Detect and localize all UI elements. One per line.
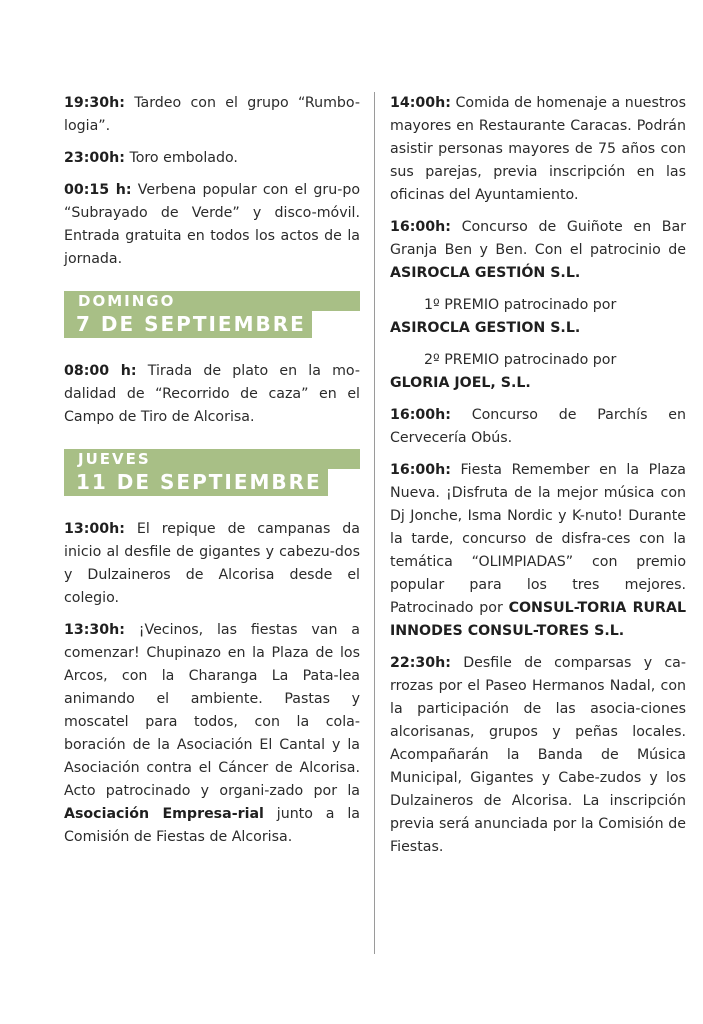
day-date: 7 DE SEPTIEMBRE: [64, 311, 312, 338]
sponsor-name: CONSUL-TORIA RURAL INNODES CONSUL-TORES S.L.: [390, 600, 687, 639]
sponsor-name: Asociación Empresa-rial: [64, 806, 264, 822]
event-text: El repique de campanas da inicio al desfile de gigantes y cabezu-dos y Dulzaineros de Alcorisa desde el colegio.: [64, 521, 360, 606]
event-text: Verbena popular con el gru-po “Subrayado de Verde” y disco-móvil. Entrada gratuita en todos los actos de la jornada.: [64, 182, 360, 267]
event-entry: [64, 360, 360, 429]
event-time: 19:30h:: [64, 95, 125, 111]
prize-text: 2º PREMIO patrocinado por: [424, 352, 617, 368]
event-text: ¡Vecinos, las fiestas van a comenzar! Chupinazo en la Plaza de los Arcos, con la Charanga La Pata-lea animando el ambiente. Pastas y moscatel para todos, con la cola-boración de la Asociación El Cantal y la Asociación contra el Cáncer de Alcorisa. Acto patrocinado y organi-zado por la: [64, 622, 360, 799]
right-column: [390, 92, 686, 868]
day-weekday: DOMINGO: [64, 291, 360, 311]
event-entry: [64, 92, 360, 138]
event-entry: [390, 652, 686, 859]
sponsor-name: ASIROCLA GESTIÓN S.L.: [390, 265, 581, 281]
event-entry: [390, 92, 686, 207]
event-entry: [64, 619, 360, 849]
day-date-spacer: [328, 469, 360, 496]
column-divider: [374, 92, 375, 954]
event-time: 23:00h:: [64, 150, 125, 166]
event-time: 13:00h:: [64, 521, 125, 537]
day-date: 11 DE SEPTIEMBRE: [64, 469, 328, 496]
event-entry: [64, 147, 360, 170]
event-text: Toro embolado.: [124, 150, 238, 166]
prize-entry: [390, 349, 686, 395]
event-time: 16:00h:: [390, 407, 451, 423]
event-entry: [390, 216, 686, 285]
prize-entry: [390, 294, 686, 340]
event-entry: [390, 404, 686, 450]
event-text: Comida de homenaje a nuestros mayores en Restaurante Caracas. Podrán asistir personas mayores de 75 años con sus parejas, previa inscripción en las oficinas del Ayuntamiento.: [390, 95, 686, 203]
event-text: junto a la Comisión de Fiestas de Alcorisa.: [64, 806, 360, 845]
left-column: [64, 92, 360, 858]
day-date-spacer: [312, 311, 360, 338]
day-weekday: JUEVES: [64, 449, 360, 469]
event-text: Concurso de Guiñote en Bar Granja Ben y Ben. Con el patrocinio de: [390, 219, 686, 258]
event-text: Desfile de comparsas y ca-rrozas por el Paseo Hermanos Nadal, con la participación de las asocia-ciones alcorisanas, grupos y peñas locales. Acompañarán la Banda de Música Municipal, Gigantes y Cabe-zudos y los Dulzaineros de Alcorisa. La inscripción previa será anunciada por la Comisión de Fiestas.: [390, 655, 686, 855]
event-entry: [64, 518, 360, 610]
event-time: 14:00h:: [390, 95, 451, 111]
event-text: Tardeo con el grupo “Rumbo-logia”.: [64, 95, 360, 134]
day-heading-jueves: [64, 449, 360, 496]
event-text: Fiesta Remember en la Plaza Nueva. ¡Disfruta de la mejor música con Dj Jonche, Isma Nordic y K-nuto! Durante la tarde, concurso de disfra-ces con la temática “OLIMPIADAS” con premio popular para los tres mejores. Patrocinado por: [390, 462, 686, 616]
event-text: Tirada de plato en la mo-dalidad de “Recorrido de caza” en el Campo de Tiro de Alcorisa.: [64, 363, 360, 425]
prize-sponsor: ASIROCLA GESTION S.L.: [390, 320, 581, 336]
event-time: 08:00 h:: [64, 363, 137, 379]
event-entry: [390, 459, 686, 643]
event-time: 16:00h:: [390, 462, 451, 478]
prize-text: 1º PREMIO patrocinado por: [424, 297, 617, 313]
event-time: 22:30h:: [390, 655, 451, 671]
day-date-row: [64, 469, 360, 496]
day-date-row: [64, 311, 360, 338]
event-text: Concurso de Parchís en Cervecería Obús.: [390, 407, 686, 446]
event-entry: [64, 179, 360, 271]
event-time: 00:15 h:: [64, 182, 132, 198]
event-time: 16:00h:: [390, 219, 451, 235]
prize-sponsor: GLORIA JOEL, S.L.: [390, 375, 531, 391]
day-heading-domingo: [64, 291, 360, 338]
event-time: 13:30h:: [64, 622, 125, 638]
